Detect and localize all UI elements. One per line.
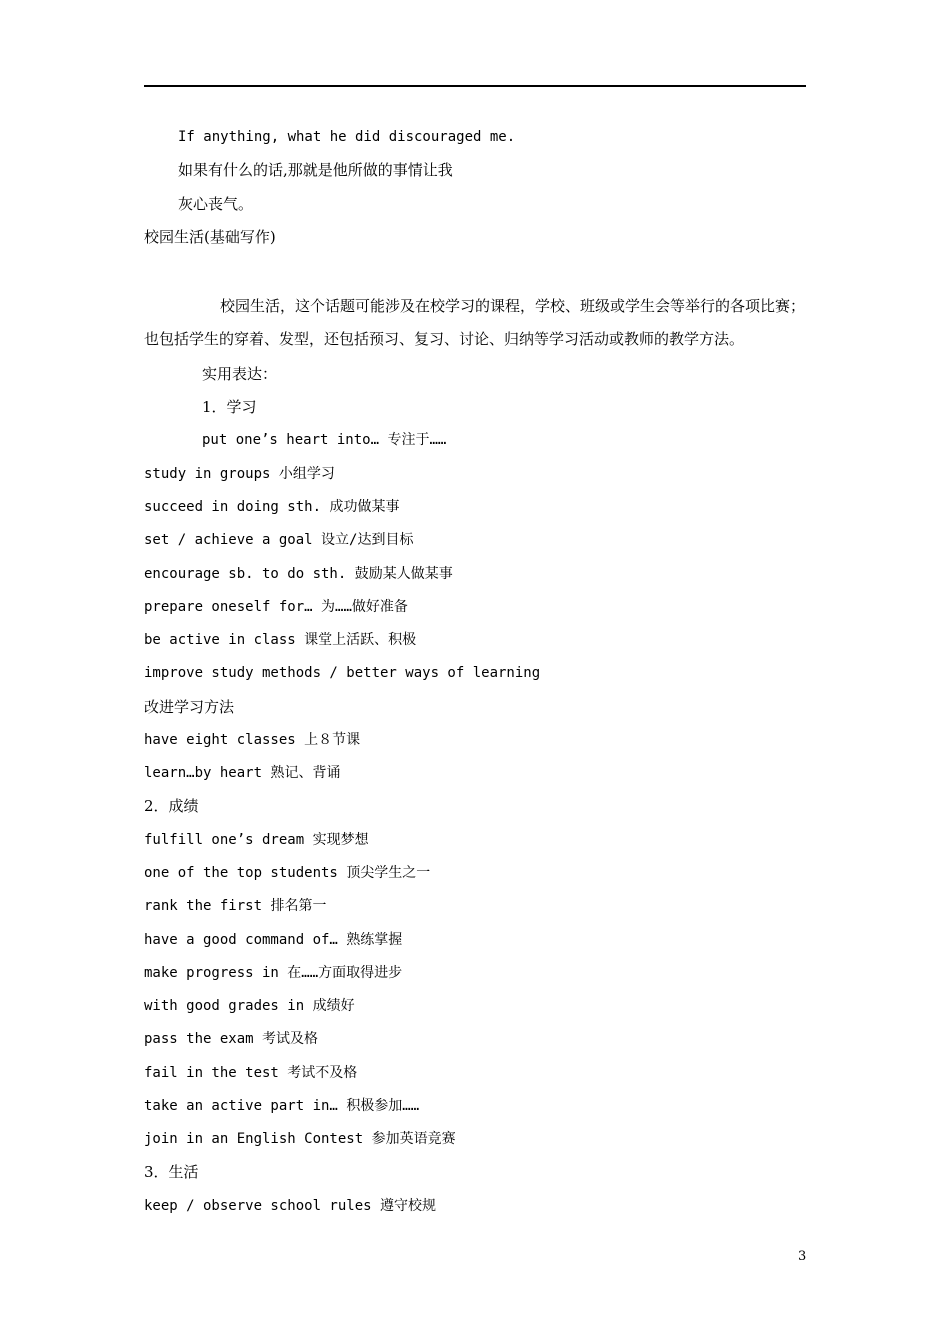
expressions-label: 实用表达： — [202, 365, 278, 383]
list-item: join in an English Contest 参加英语竞赛 — [144, 1131, 456, 1147]
list-item: improve study methods / better ways of learning — [144, 665, 541, 681]
list-item: fulfill one’s dream 实现梦想 — [144, 832, 369, 848]
intro-paragraph-text: 校园生活，这个话题可能涉及在校学习的课程，学校、班级或学生会等举行的各项比赛；也包括学生的穿着、发型，还包括预习、复习、讨论、归纳等学习活动或教师的教学方法。 — [144, 297, 806, 348]
page-number: 3 — [798, 1249, 807, 1264]
list-item: encourage sb. to do sth. 鼓励某人做某事 — [144, 566, 453, 582]
list-item: prepare oneself for… 为……做好准备 — [144, 599, 408, 615]
list-item: study in groups 小组学习 — [144, 466, 335, 482]
list-item: learn…by heart 熟记、背诵 — [144, 765, 341, 781]
list-item: rank the first 排名第一 — [144, 898, 327, 914]
header-rule — [144, 85, 806, 87]
list-item: keep / observe school rules 遵守校规 — [144, 1198, 437, 1214]
list-item: have a good command of… 熟练掌握 — [144, 932, 403, 948]
list-item: one of the top students 顶尖学生之一 — [144, 865, 431, 881]
intro-english: If anything, what he did discouraged me. — [178, 129, 516, 145]
group-heading-grades: 2．成绩 — [144, 797, 199, 815]
section-title: 校园生活(基础写作) — [144, 228, 276, 246]
group-heading-life: 3．生活 — [144, 1163, 199, 1181]
group-heading-study: 1．学习 — [202, 398, 257, 416]
list-item: put one’s heart into… 专注于…… — [202, 432, 447, 448]
intro-paragraph — [144, 290, 812, 356]
list-item-translation: 改进学习方法 — [144, 698, 235, 716]
intro-chinese-line2: 灰心丧气。 — [178, 195, 254, 213]
list-item: pass the exam 考试及格 — [144, 1031, 319, 1047]
intro-chinese-line1: 如果有什么的话,那就是他所做的事情让我 — [178, 161, 453, 179]
list-item: make progress in 在……方面取得进步 — [144, 965, 403, 981]
list-item: with good grades in 成绩好 — [144, 998, 355, 1014]
list-item: be active in class 课堂上活跃、积极 — [144, 632, 417, 648]
list-item: succeed in doing sth. 成功做某事 — [144, 499, 400, 515]
list-item: take an active part in… 积极参加…… — [144, 1098, 420, 1114]
list-item: fail in the test 考试不及格 — [144, 1065, 358, 1081]
list-item: set / achieve a goal 设立/达到目标 — [144, 532, 414, 548]
list-item: have eight classes 上８节课 — [144, 732, 361, 748]
